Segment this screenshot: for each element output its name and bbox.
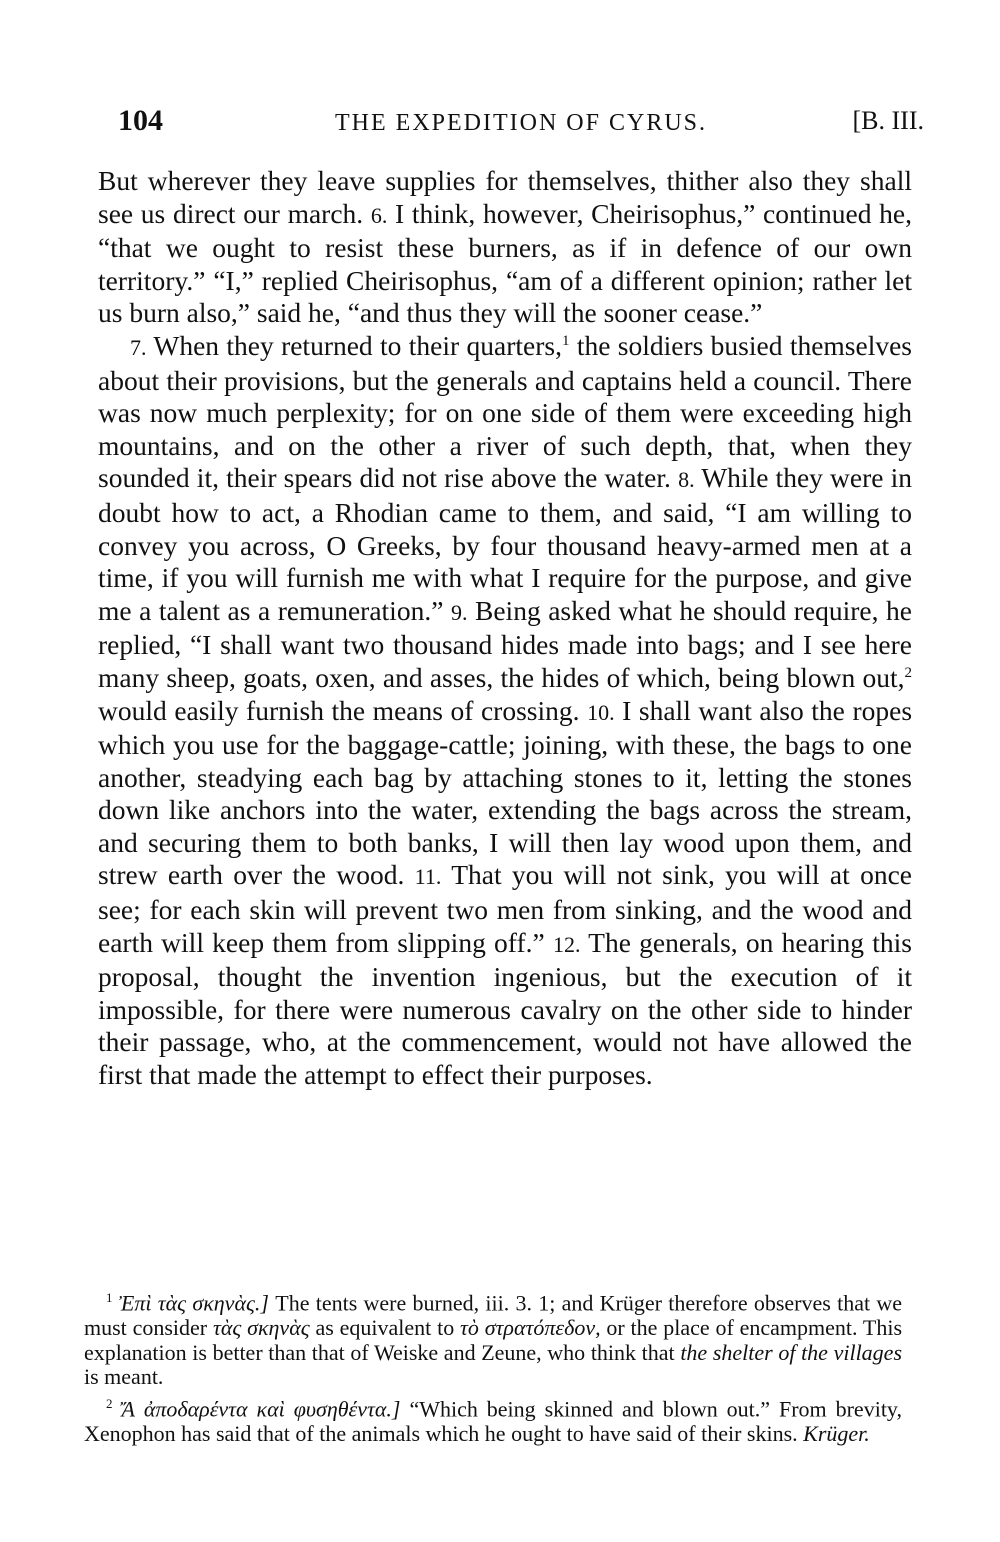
text-span: would easily furnish the means of crossing. [98, 694, 580, 726]
text-span: the soldiers busied themselves about their provisions, but the generals and captains held a council. There was now much perplexity; for on one side of them were exceeding high mountains, and on the other a river of such depth, that, when they sounded it, their spears did not rise above the water. [98, 329, 913, 494]
footnote-marker: 2 [106, 1396, 113, 1412]
footnote-marker: 1 [106, 1290, 113, 1305]
paragraph-2 [98, 330, 912, 1092]
section-number-11: 11. [414, 864, 442, 890]
paragraph-1 [98, 165, 912, 330]
text-span: I shall want also the ropes which you use for the baggage-cattle; joining, with these, the bags to one another, steadying each bag by attaching stones to it, letting the stones down like anchors into the water, extending the bags across the stream, and securing them to both banks, I will then lay wood upon them, and strew earth over the wood. [98, 694, 913, 891]
footnote-1 [84, 1286, 902, 1390]
section-number-12: 12. [552, 931, 581, 957]
footnote-2 [84, 1392, 902, 1447]
section-number-7: 7. [130, 334, 147, 360]
text-span: When they returned to their quarters, [153, 329, 562, 361]
note-text: “Which being skinned and blown out.” From brevity, Xenophon has said that of the animals which he ought to have said of their skins. [84, 1396, 902, 1447]
running-header [118, 104, 924, 144]
book-section: [B. III. [852, 106, 924, 135]
text-span: The generals, on hearing this proposal, thought the invention ingenious, but the execution of it impossible, for there were numerous cavalry on the other side to hinder their passage, who, at the commencement, would not have allowed the first that made the attempt to effect their purposes. [98, 926, 912, 1091]
section-number-8: 8. [678, 467, 695, 493]
text-span: That you will not sink, you will at once see; for each skin will prevent two men from sinking, and the wood and earth will keep them from slipping off.” [98, 859, 912, 958]
note-text: The tents were burned, iii. 3. 1; and Krüger therefore observes that we must consider [84, 1290, 902, 1341]
greek-term: τὸ στρατόπεδον, [460, 1315, 601, 1341]
text-span: Being asked what he should require, he replied, “I shall want two thousand hides made into bags; and I see here many sheep, goats, oxen, and asses, the hides of which, being blown out, [98, 594, 913, 693]
greek-term: τὰς σκηνὰς [212, 1315, 310, 1341]
main-text [98, 165, 912, 1092]
text-span: I think, however, Cheirisophus,” continued he, “that we ought to resist these burners, as if in defence of our own territory.” “I,” replied Cheirisophus, “am of a different opinion; rather let us burn also,” said he, “and thus they will the sooner cease.” [98, 197, 912, 329]
footnotes [84, 1286, 902, 1449]
note-text: or the place of encampment. This explanation is better than that of Weiske and Zeune, who think that [84, 1315, 903, 1365]
note-text: is meant. [84, 1364, 164, 1390]
italic-phrase: the shelter of the villages [680, 1339, 903, 1365]
footnote-ref-1: 1 [561, 332, 570, 349]
text-span: But wherever they leave supplies for themselves, thither also they shall see us direct our march. [98, 165, 912, 229]
note-text: as equivalent to [315, 1315, 455, 1341]
italic-attribution: Krüger. [803, 1421, 870, 1447]
greek-lemma: Ἐπὶ τὰς σκηνὰς.] [118, 1290, 269, 1316]
section-number-10: 10. [587, 699, 615, 725]
running-title: THE EXPEDITION OF CYRUS. [335, 110, 707, 136]
section-number-9: 9. [450, 599, 468, 625]
footnote-ref-2: 2 [904, 664, 912, 681]
text-span: While they were in doubt how to act, a Rhodian came to them, and said, “I am willing to convey you across, O Greeks, by four thousand heavy-armed men at a time, if you will furnish me with what I require for the purpose, and give me a talent as a remuneration.” [98, 462, 913, 626]
section-number-6: 6. [370, 202, 388, 228]
page-number: 104 [118, 104, 163, 137]
greek-lemma: Ἄ ἀποδαρέντα καὶ φυσηθέντα.] [121, 1396, 401, 1422]
